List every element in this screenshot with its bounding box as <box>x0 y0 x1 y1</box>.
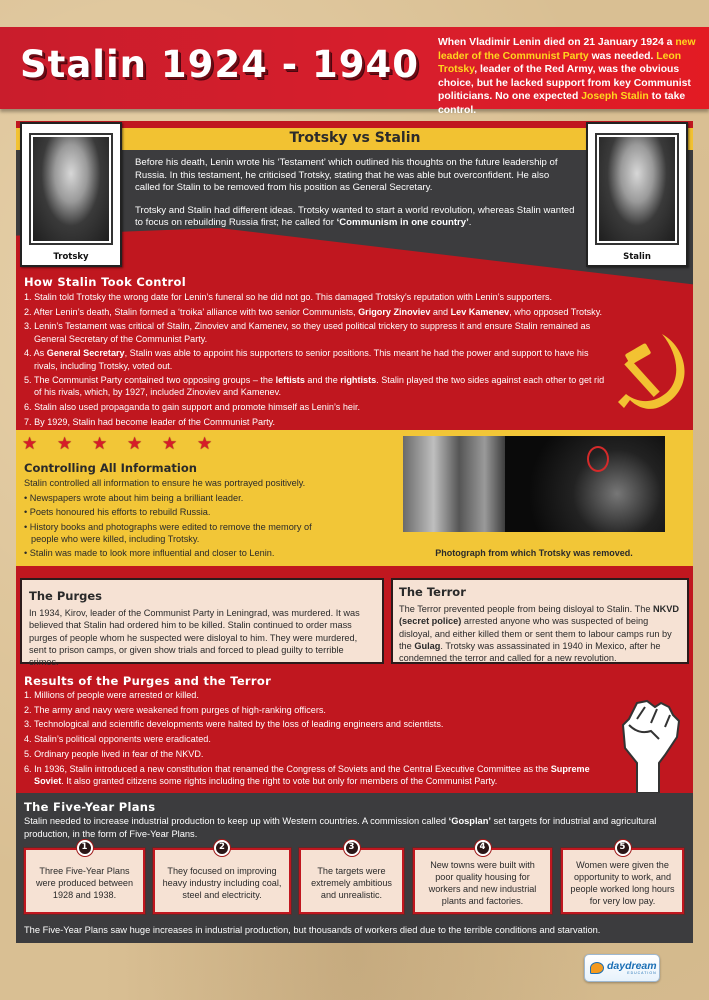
stalin-portrait <box>586 122 688 267</box>
logo-brand: daydream <box>607 960 657 972</box>
list-item: 3. Lenin’s Testament was critical of Stalin, Zinoviev and Kamenev, so they used political trickery to suppress it and ensure Stalin remained as General Secretary of the Communist Party. <box>24 321 591 344</box>
intro-text: Stalin needed to increase industrial production to keep up with Western countries. A commission called <box>24 816 449 826</box>
edited-photograph-comparison <box>403 436 665 532</box>
plan-text: Three Five-Year Plans were produced between 1928 and 1938. <box>35 866 134 900</box>
bullet-item: • Poets honoured his efforts to rebuild Russia. <box>24 507 211 517</box>
list-item: 6. In 1936, Stalin introduced a new constitution that renamed the Congress of Soviets and the Central Executive Committee as the Supreme Soviet. It also granted citizens some rights including the right to vote but only for members of the Communist Party. <box>24 763 590 786</box>
controlling-information-intro: Stalin controlled all information to ensure he was portrayed positively. <box>24 478 306 488</box>
list-item: 6. Stalin also used propaganda to gain support and promote himself as Lenin’s heir. <box>24 402 361 413</box>
star-icon: ★ <box>197 434 213 453</box>
purges-heading: The Purges <box>29 589 102 603</box>
plan-text: They focused on improving heavy industry including coal, steel and electricity. <box>162 866 282 900</box>
star-icon: ★ <box>92 434 108 453</box>
trotsky-caption: Trotsky <box>53 252 89 262</box>
ideas-end: . <box>468 217 472 229</box>
trotsky-photo-frame <box>29 133 113 245</box>
list-item: 1. Stalin told Trotsky the wrong date for Lenin’s funeral so he did not go. This damaged Trotsky’s reputation with Lenin’s supporters. <box>24 292 553 302</box>
plan-card-3 <box>299 842 404 914</box>
star-icon: ★ <box>22 434 38 453</box>
list-item: 2. The army and navy were weakened from purges of high-ranking officers. <box>24 704 326 715</box>
speech-bubble-icon <box>590 962 604 974</box>
trotsky-vs-stalin-text <box>135 157 575 230</box>
terror-box <box>391 578 689 664</box>
number-badge: 1 <box>77 840 93 856</box>
intro-end: set targets for industrial and agricultural production, in the form of Five-Year Plans. <box>24 816 657 839</box>
communism-one-country: ‘Communism in one country’ <box>336 217 469 229</box>
purges-box <box>20 578 384 668</box>
bullet-item: • Stalin was made to look more influential and closer to Lenin. <box>24 548 275 558</box>
bullet-item: • History books and photographs were edited to remove the memory of people who were killed, including Trotsky. <box>24 521 312 544</box>
number-badge: 2 <box>214 840 230 856</box>
five-year-plans-intro <box>24 815 684 840</box>
plan-card-1 <box>24 842 145 914</box>
five-year-plans-heading: The Five-Year Plans <box>24 800 156 814</box>
stalin-photo <box>599 137 675 241</box>
number-badge: 5 <box>615 840 631 856</box>
list-item: 3. Technological and scientific developments were halted by the loss of leading engineers and scientists. <box>24 719 444 730</box>
controlling-information-text <box>24 477 334 559</box>
star-icon: ★ <box>162 434 178 453</box>
plan-card-2 <box>153 842 291 914</box>
star-icon: ★ <box>127 434 143 453</box>
photograph-caption: Photograph from which Trotsky was removed. <box>435 548 633 558</box>
list-item: 1. Millions of people were arrested or killed. <box>24 690 199 700</box>
ideas-text: Trotsky and Stalin had different ideas. Trotsky wanted to start a world revolution, whereas Stalin wanted to focus on rebuilding Russia first; he called for <box>135 204 575 229</box>
original-photograph <box>403 436 505 532</box>
page-title: Stalin 1924 - 1940 <box>20 43 419 86</box>
results-heading: Results of the Purges and the Terror <box>24 674 272 688</box>
gosplan: ‘Gosplan’ <box>448 816 491 826</box>
daydream-education-logo[interactable] <box>584 954 660 982</box>
trotsky-photo <box>33 137 109 241</box>
logo-text <box>607 961 657 975</box>
ideas-paragraph <box>135 205 575 230</box>
how-stalin-took-control-heading: How Stalin Took Control <box>24 275 186 289</box>
plan-text: New towns were built with poor quality housing for workers and new industrial plants and factories. <box>428 860 537 906</box>
plan-card-5 <box>561 842 684 914</box>
terror-text: The Terror prevented people from being disloyal to Stalin. The NKVD (secret police) arrested anyone who was suspected of being disloyal, and either killed them or sent them to labour camps run by the Gulag. Trotsky was assassinated in 1940 in Mexico, after he condemned the terror and called for a new revolution. <box>399 604 680 664</box>
edited-photograph <box>505 436 665 532</box>
plan-text: Women were given the opportunity to work, and people worked long hours for very low pay. <box>570 860 675 906</box>
logo-subtitle: EDUCATION <box>627 971 657 975</box>
controlling-information-heading: Controlling All Information <box>24 461 197 475</box>
stalin-caption: Stalin <box>623 252 651 262</box>
plan-text: The targets were extremely ambitious and unrealistic. <box>311 866 392 900</box>
number-badge: 3 <box>344 840 360 856</box>
five-year-plans-conclusion: The Five-Year Plans saw huge increases in industrial production, but thousands of workers died due to the terrible conditions and starvation. <box>24 925 601 935</box>
list-item: 4. As General Secretary, Stalin was able to appoint his supporters to senior positions. This meant he had the power and support to have his rivals, including Trotsky, voted out. <box>24 348 589 371</box>
stars-row <box>22 436 213 452</box>
intro-text: When Vladimir Lenin died on 21 January 1924 a new leader of the Communist Party was needed. Leon Trotsky, leader of the Red Army, was the obvious choice, but he lacked support from key Communist politicians. No one expected Joseph Stalin to take control. <box>438 37 696 116</box>
removed-person-circle <box>587 446 609 472</box>
testament-paragraph: Before his death, Lenin wrote his ‘Testament’ which outlined his thoughts on the future leadership of Russia. In this testament, he criticised Trotsky, stating that he was able but overconfident. He also called for Stalin to be removed from his position as General Secretary. <box>135 157 558 194</box>
list-item: 5. The Communist Party contained two opposing groups – the leftists and the rightists. Stalin played the two sides against each other to get rid of his rivals, which, by 1927, included Zinoviev and Kamenev. <box>24 375 605 398</box>
plan-card-4 <box>413 842 552 914</box>
list-item: 4. Stalin’s political opponents were eradicated. <box>24 734 211 745</box>
number-badge: 4 <box>475 840 491 856</box>
list-item: 5. Ordinary people lived in fear of the NKVD. <box>24 748 204 759</box>
list-item: 2. After Lenin’s death, Stalin formed a ‘troika’ alliance with two senior Communists, Grigory Zinoviev and Lev Kamenev, who opposed Trotsky. <box>24 306 603 317</box>
raised-fist-icon <box>615 693 685 793</box>
star-icon: ★ <box>57 434 73 453</box>
hammer-and-sickle-icon <box>612 328 698 418</box>
purges-text: In 1934, Kirov, leader of the Communist Party in Leningrad, was murdered. It was believed that Stalin had ordered him to be killed. Stalin continued to order mass purges of people whom he suspected were disloyal to him. They were murdered, sent to prison camps, or given show trials and forced to plead guilty to terrible crimes. <box>29 608 360 668</box>
trotsky-vs-stalin-title: Trotsky vs Stalin <box>289 130 421 146</box>
results-list <box>24 689 614 789</box>
list-item: 7. By 1929, Stalin had become leader of the Communist Party. <box>24 416 276 427</box>
trotsky-portrait <box>20 122 122 267</box>
controlling-information-bullets <box>24 492 334 560</box>
how-stalin-took-control-list <box>24 291 614 431</box>
terror-heading: The Terror <box>399 585 466 599</box>
stalin-photo-frame <box>595 133 679 245</box>
bullet-item: • Newspapers wrote about him being a brilliant leader. <box>24 492 244 503</box>
plans-row <box>24 842 685 914</box>
